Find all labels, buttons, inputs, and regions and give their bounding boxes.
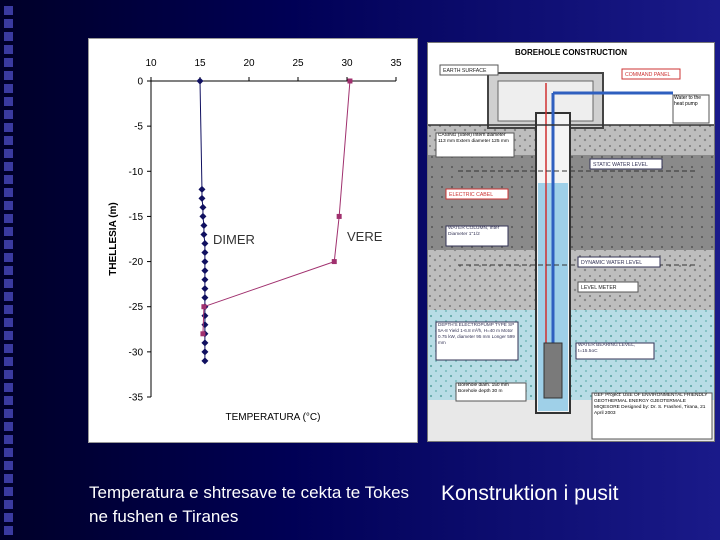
decor-square xyxy=(4,435,13,444)
label-static-water-level: STATIC WATER LEVEL xyxy=(593,162,648,168)
electropump xyxy=(544,343,562,398)
decor-square xyxy=(4,32,13,41)
decor-square xyxy=(4,526,13,535)
data-point-dimer xyxy=(201,276,208,283)
borehole-construction-diagram xyxy=(427,42,715,442)
decorative-square-strip xyxy=(0,0,22,540)
label-level-meter: LEVEL METER xyxy=(581,285,617,291)
label-dynamic-water-level: DYNAMIC WATER LEVEL xyxy=(581,260,643,266)
y-tick-label: -15 xyxy=(128,211,143,223)
decor-square xyxy=(4,201,13,210)
decor-square xyxy=(4,71,13,80)
label-gef-project: GEF Project: USE OF ENVIRONMENTAL FRIENDLY GEOTHERMAL ENERGY GJEOTERMALE MIQESORE Designed by: Dr. S. Frasheri, Tirana, 21 April 2003 xyxy=(594,393,708,416)
y-axis-label: THELLESIA (m) xyxy=(108,202,119,276)
label-water-column: WATER COLUMN, Inter Diameter 1"1/2 xyxy=(448,226,500,237)
decor-square xyxy=(4,19,13,28)
decor-square xyxy=(4,331,13,340)
decor-square xyxy=(4,357,13,366)
data-point-dimer xyxy=(201,240,208,247)
data-point-vere xyxy=(337,214,342,219)
x-tick-label: 15 xyxy=(194,58,206,69)
decor-square xyxy=(4,383,13,392)
label-borehole-dims: Borehole diam. 150 mm Borehole depth 30 m xyxy=(458,383,509,394)
label-casing: CASING (Steel) Intern diameter 113 mm Extern diameter 125 mm xyxy=(438,133,509,144)
data-point-dimer xyxy=(199,204,206,211)
data-point-dimer xyxy=(201,321,208,328)
data-point-dimer xyxy=(198,186,205,193)
decor-square xyxy=(4,461,13,470)
decor-square xyxy=(4,45,13,54)
data-point-vere xyxy=(201,304,206,309)
decor-square xyxy=(4,448,13,457)
x-tick-label: 35 xyxy=(390,58,402,69)
decor-square xyxy=(4,409,13,418)
series-line-dimer xyxy=(200,81,205,361)
x-tick-label: 25 xyxy=(292,58,304,69)
data-point-dimer xyxy=(200,222,207,229)
label-water-to-heat-pump: Water to the heat pump xyxy=(674,95,702,107)
temperature-chart-panel xyxy=(88,38,418,443)
series-label-vere: VERE xyxy=(347,229,383,244)
decor-square xyxy=(4,253,13,262)
decor-square xyxy=(4,513,13,522)
decor-square xyxy=(4,6,13,15)
label-water-bearing-level: WATER BEARING LEVEL, t=15.5oC xyxy=(578,343,636,354)
decor-square xyxy=(4,266,13,275)
decor-square xyxy=(4,487,13,496)
label-electropump: DEPTH'S ELECTROPUMP TYPE SP 5A-8 Yield 1-6.8 m³/h, H=40 m Motor 0.75 kW, diameter 95 mm Longer 599 mm xyxy=(438,322,515,345)
decor-square xyxy=(4,279,13,288)
y-tick-label: -35 xyxy=(128,392,143,404)
decor-square xyxy=(4,110,13,119)
data-point-dimer xyxy=(201,348,208,355)
decor-square xyxy=(4,97,13,106)
x-tick-label: 20 xyxy=(243,58,255,69)
data-point-vere xyxy=(332,259,337,264)
decor-square xyxy=(4,162,13,171)
temperature-depth-chart xyxy=(89,39,417,442)
decor-square xyxy=(4,240,13,249)
data-point-dimer xyxy=(199,213,206,220)
decor-square xyxy=(4,123,13,132)
y-tick-label: -5 xyxy=(134,121,143,133)
data-point-dimer xyxy=(201,258,208,265)
decor-square xyxy=(4,474,13,483)
y-tick-label: -10 xyxy=(128,166,143,178)
decor-square xyxy=(4,227,13,236)
caption-temperature: Temperatura e shtresave te cekta te Tokes ne fushen e Tiranes xyxy=(89,483,410,526)
data-point-dimer xyxy=(197,78,204,85)
y-tick-label: -20 xyxy=(128,257,143,269)
y-tick-label: -30 xyxy=(128,347,143,359)
decor-square xyxy=(4,344,13,353)
decor-square xyxy=(4,305,13,314)
decor-square xyxy=(4,84,13,93)
decor-square xyxy=(4,136,13,145)
data-point-dimer xyxy=(201,249,208,256)
caption-borehole: Konstruktion i pusit xyxy=(441,482,619,505)
data-point-dimer xyxy=(198,195,205,202)
data-point-dimer xyxy=(201,267,208,274)
x-axis-label: TEMPERATURA (°C) xyxy=(225,412,321,423)
series-line-vere xyxy=(203,81,350,334)
decor-square xyxy=(4,292,13,301)
decor-square xyxy=(4,396,13,405)
data-point-vere xyxy=(347,79,352,84)
data-point-dimer xyxy=(201,357,208,364)
decor-square xyxy=(4,422,13,431)
decor-square xyxy=(4,318,13,327)
decor-square xyxy=(4,370,13,379)
series-label-dimer: DIMER xyxy=(213,232,255,247)
label-earth-surface: EARTH SURFACE xyxy=(443,68,487,74)
decor-square xyxy=(4,175,13,184)
label-command-panel: COMMAND PANEL xyxy=(625,72,671,78)
x-tick-label: 30 xyxy=(341,58,353,69)
label-electric-cable: ELECTRIC CABEL xyxy=(449,192,494,198)
decor-square xyxy=(4,500,13,509)
data-point-dimer xyxy=(200,231,207,238)
decor-square xyxy=(4,149,13,158)
decor-square xyxy=(4,188,13,197)
decor-square xyxy=(4,58,13,67)
decor-square xyxy=(4,214,13,223)
data-point-vere xyxy=(200,331,205,336)
data-point-dimer xyxy=(201,312,208,319)
x-tick-label: 10 xyxy=(145,58,157,69)
borehole-title: BOREHOLE CONSTRUCTION xyxy=(515,48,627,57)
y-tick-label: 0 xyxy=(137,76,143,88)
data-point-dimer xyxy=(201,339,208,346)
y-tick-label: -25 xyxy=(128,302,143,314)
data-point-dimer xyxy=(201,285,208,292)
data-point-dimer xyxy=(201,294,208,301)
